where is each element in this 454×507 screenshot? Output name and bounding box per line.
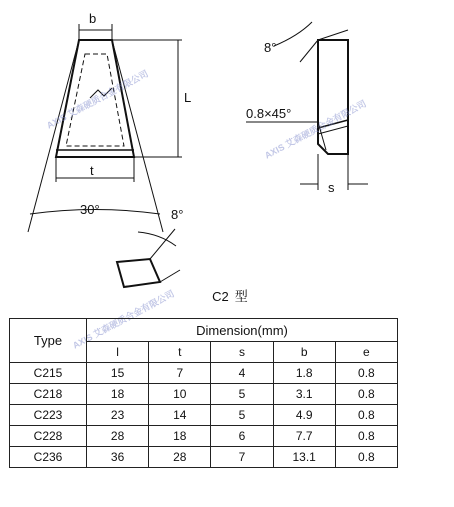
watermark-logo: AXIS — [70, 331, 95, 351]
caption-suffix: 型 — [234, 289, 248, 304]
col-header-b: b — [273, 342, 335, 363]
type-header: Type — [10, 319, 87, 363]
cell-l: 18 — [87, 384, 149, 405]
dim-t-label: t — [90, 163, 94, 178]
cell-b: 1.8 — [273, 363, 335, 384]
table-row — [10, 363, 398, 384]
cell-e: 0.8 — [335, 405, 397, 426]
cell-type: C236 — [10, 447, 87, 468]
table-row — [10, 426, 398, 447]
cell-l: 28 — [87, 426, 149, 447]
col-header-s: s — [211, 342, 273, 363]
cell-e: 0.8 — [335, 384, 397, 405]
table-row — [10, 384, 398, 405]
cell-type: C215 — [10, 363, 87, 384]
dim-b-label: b — [89, 11, 97, 26]
cell-s: 5 — [211, 405, 273, 426]
dim-s-label: s — [328, 180, 335, 195]
cell-b: 4.9 — [273, 405, 335, 426]
angle-8-side-label: 8° — [264, 40, 277, 55]
cell-t: 7 — [149, 363, 211, 384]
watermark-cn: 艾森硬质合金有限公司 — [65, 68, 150, 120]
table-row — [10, 405, 398, 426]
cell-t: 18 — [149, 426, 211, 447]
watermark-cn: 艾森硬质合金有限公司 — [283, 98, 368, 150]
cell-t: 10 — [149, 384, 211, 405]
dimension-header: Dimension(mm) — [87, 319, 398, 342]
cell-s: 4 — [211, 363, 273, 384]
chamfer-label: 0.8×45° — [246, 106, 292, 121]
figure-caption — [0, 286, 454, 305]
cell-l: 36 — [87, 447, 149, 468]
cell-e: 0.8 — [335, 447, 397, 468]
watermark-logo: AXIS — [262, 141, 287, 161]
col-header-t: t — [149, 342, 211, 363]
cell-t: 28 — [149, 447, 211, 468]
cell-type: C218 — [10, 384, 87, 405]
cell-s: 5 — [211, 384, 273, 405]
cell-b: 3.1 — [273, 384, 335, 405]
cell-e: 0.8 — [335, 426, 397, 447]
cell-b: 7.7 — [273, 426, 335, 447]
cell-s: 7 — [211, 447, 273, 468]
cell-s: 6 — [211, 426, 273, 447]
col-header-e: e — [335, 342, 397, 363]
cell-l: 15 — [87, 363, 149, 384]
col-header-l: l — [87, 342, 149, 363]
cell-b: 13.1 — [273, 447, 335, 468]
angle-8-front-label: 8° — [171, 207, 184, 222]
cell-l: 23 — [87, 405, 149, 426]
dimension-table — [9, 318, 398, 468]
watermark-logo: AXIS — [44, 111, 69, 131]
angle-30-label: 30° — [80, 202, 100, 217]
insert-section-view — [117, 259, 160, 287]
insert-hidden-profile — [66, 54, 124, 146]
watermark-cn: 艾森硬质合金有限公司 — [91, 288, 176, 340]
cell-e: 0.8 — [335, 363, 397, 384]
cell-type: C223 — [10, 405, 87, 426]
cell-t: 14 — [149, 405, 211, 426]
caption-model: C2 — [212, 289, 229, 304]
table-row — [10, 447, 398, 468]
cell-type: C228 — [10, 426, 87, 447]
dim-L-label: L — [184, 90, 192, 105]
